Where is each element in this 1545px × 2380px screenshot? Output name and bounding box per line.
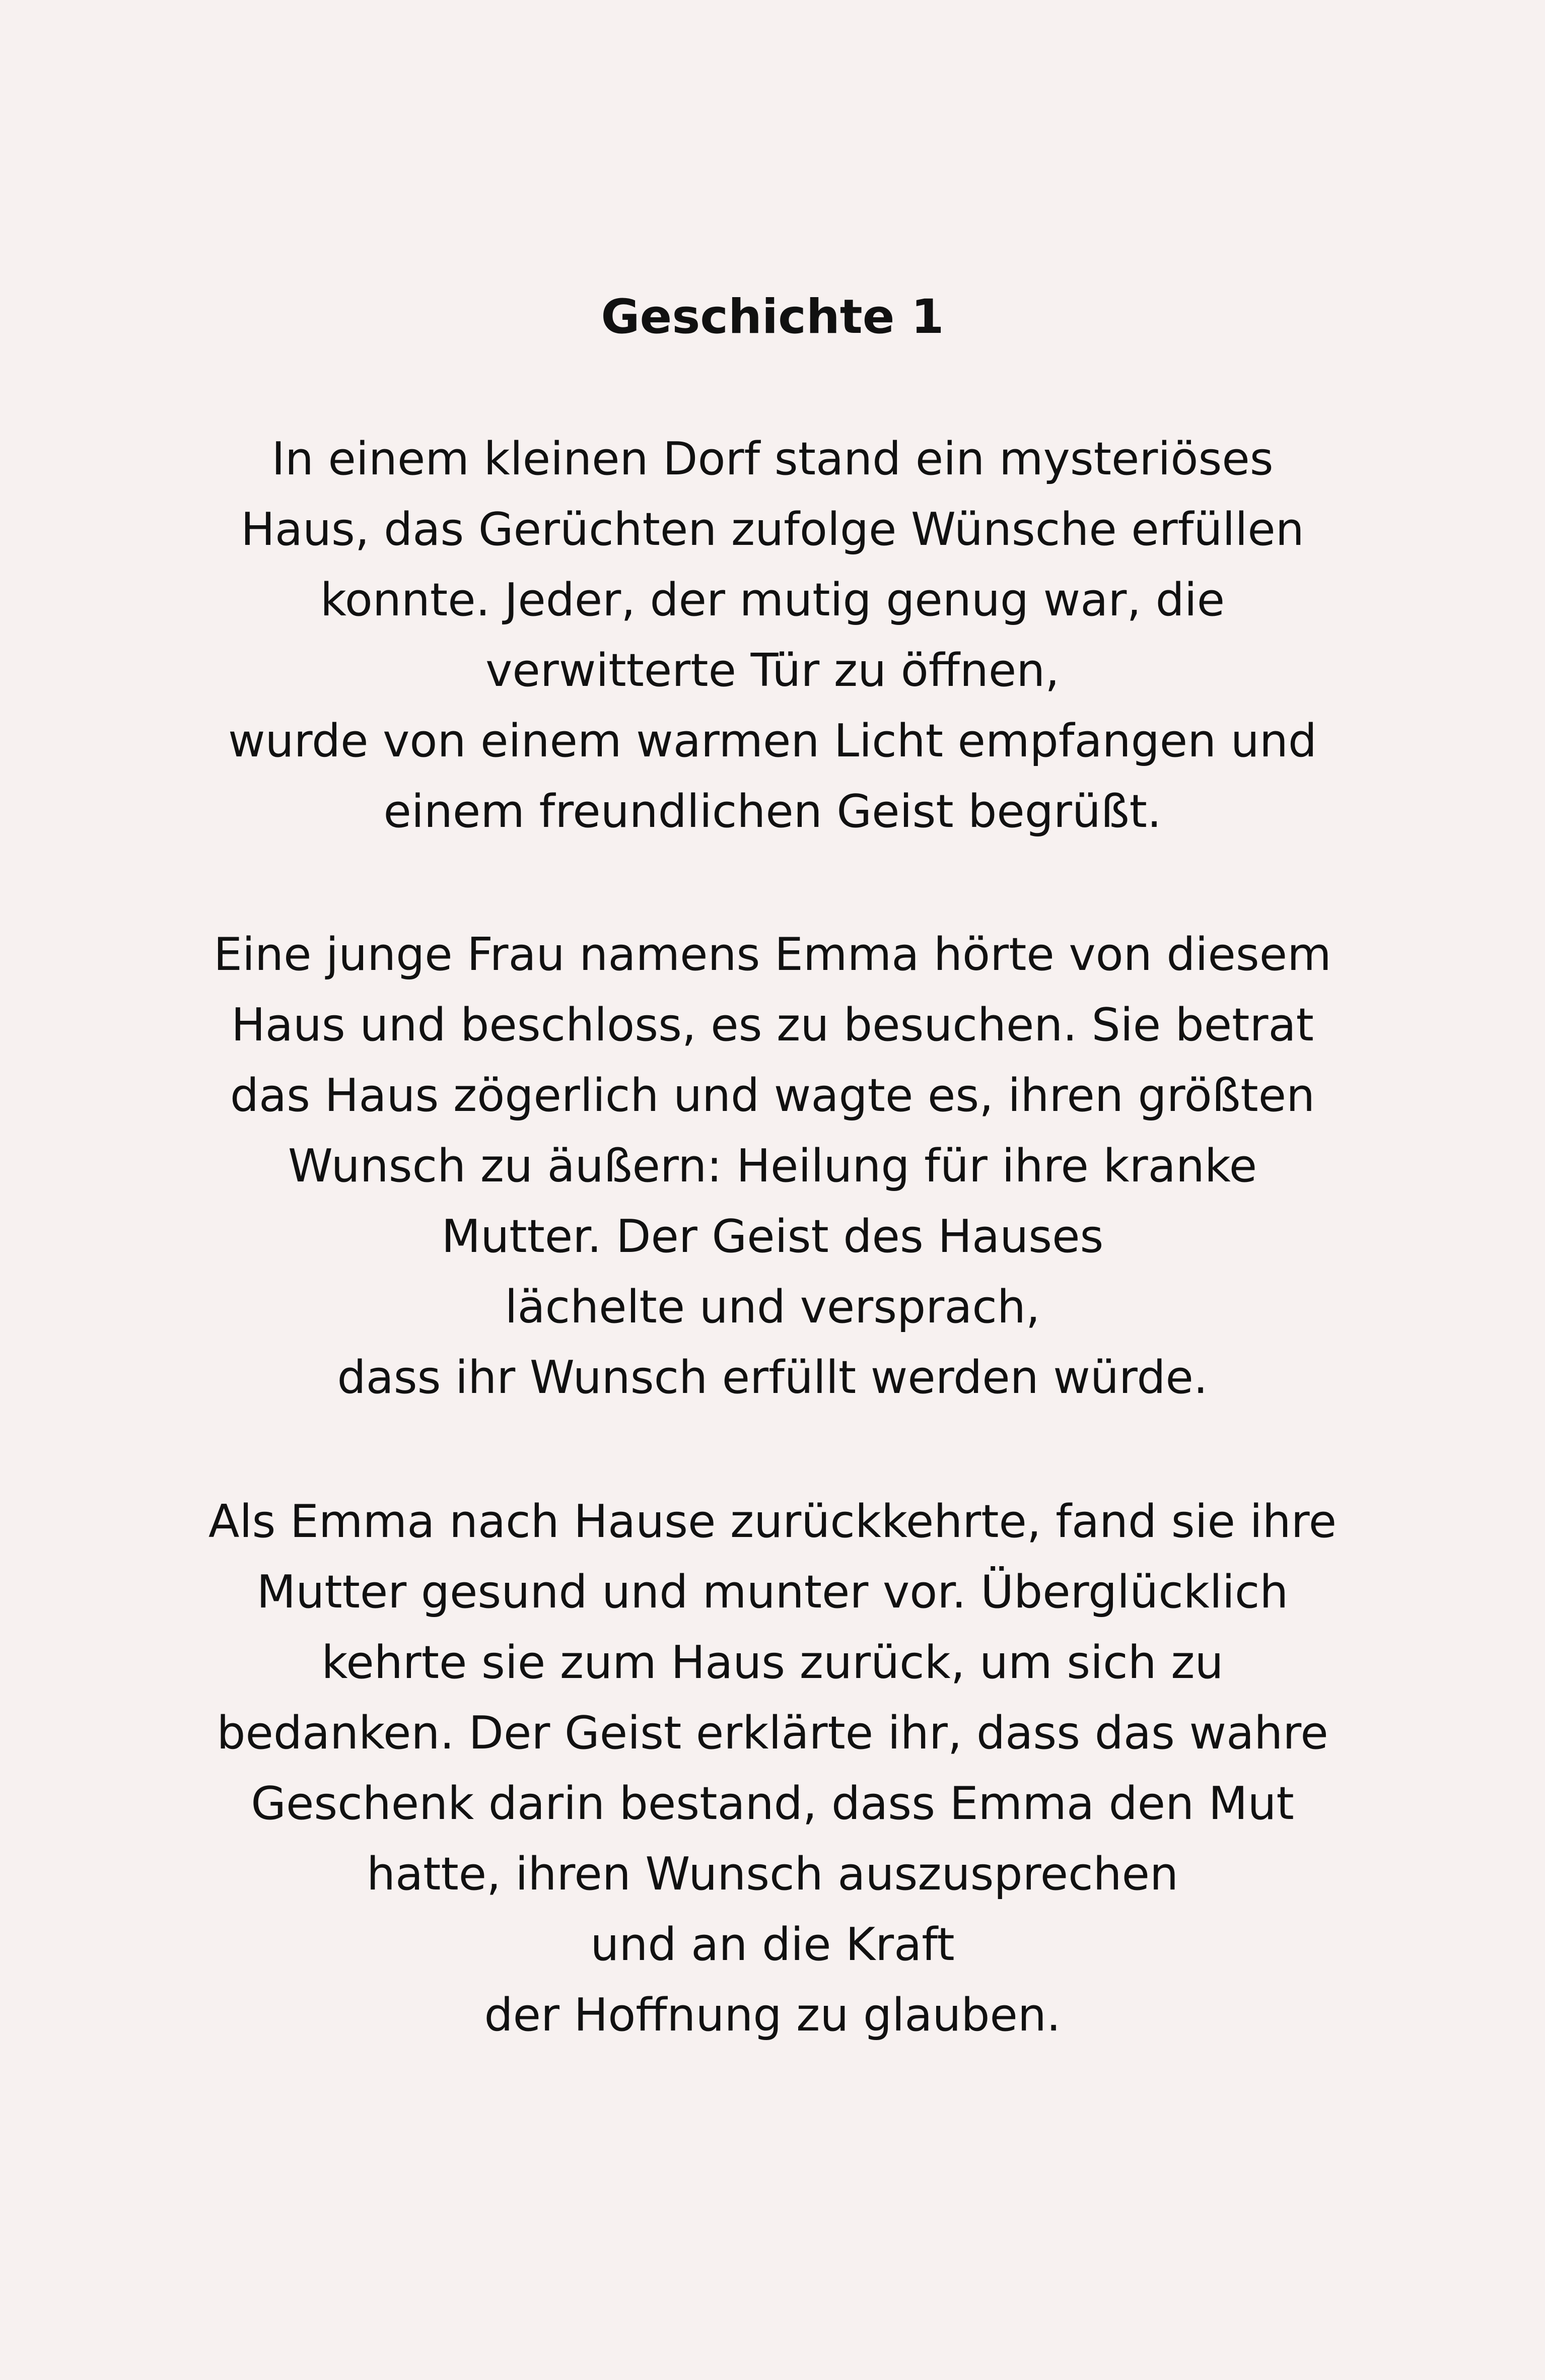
story-title: Geschichte 1 [601,290,944,344]
text-line: einem freundlichen Geist begrüßt. [383,785,1162,838]
text-line: wurde von einem warmen Licht empfangen und [228,715,1317,767]
text-line: kehrte sie zum Haus zurück, um sich zu [321,1636,1224,1689]
text-line: verwitterte Tür zu öffnen, [485,644,1060,697]
text-line: Haus, das Gerüchten zufolge Wünsche erfüllen [241,503,1304,556]
text-line: Als Emma nach Hause zurückkehrte, fand sie ihre [208,1495,1337,1548]
text-line: In einem kleinen Dorf stand ein mysteriöses [271,433,1274,485]
text-line: Eine junge Frau namens Emma hörte von diesem [214,928,1331,981]
text-line: Mutter. Der Geist des Hauses [441,1210,1104,1263]
text-line: dass ihr Wunsch erfüllt werden würde. [337,1351,1208,1404]
text-line: Wunsch zu äußern: Heilung für ihre kranke [288,1140,1257,1193]
text-line: hatte, ihren Wunsch auszusprechen [366,1848,1179,1901]
story-paragraph-2 [0,920,1545,1413]
text-line: der Hoffnung zu glauben. [484,1989,1061,2042]
story-paragraph-3 [0,1487,1545,2051]
text-line: bedanken. Der Geist erklärte ihr, dass das wahre [217,1707,1328,1760]
story-paragraph-1 [0,424,1545,847]
text-line: Mutter gesund und munter vor. Überglücklich [256,1566,1289,1619]
text-line: und an die Kraft [590,1918,955,1971]
text-line: Geschenk darin bestand, dass Emma den Mut [251,1777,1294,1830]
text-line: das Haus zögerlich und wagte es, ihren größten [230,1069,1315,1122]
text-line: konnte. Jeder, der mutig genug war, die [320,574,1225,626]
text-line: lächelte und versprach, [505,1281,1040,1334]
text-line: Haus und beschloss, es zu besuchen. Sie betrat [231,999,1314,1052]
